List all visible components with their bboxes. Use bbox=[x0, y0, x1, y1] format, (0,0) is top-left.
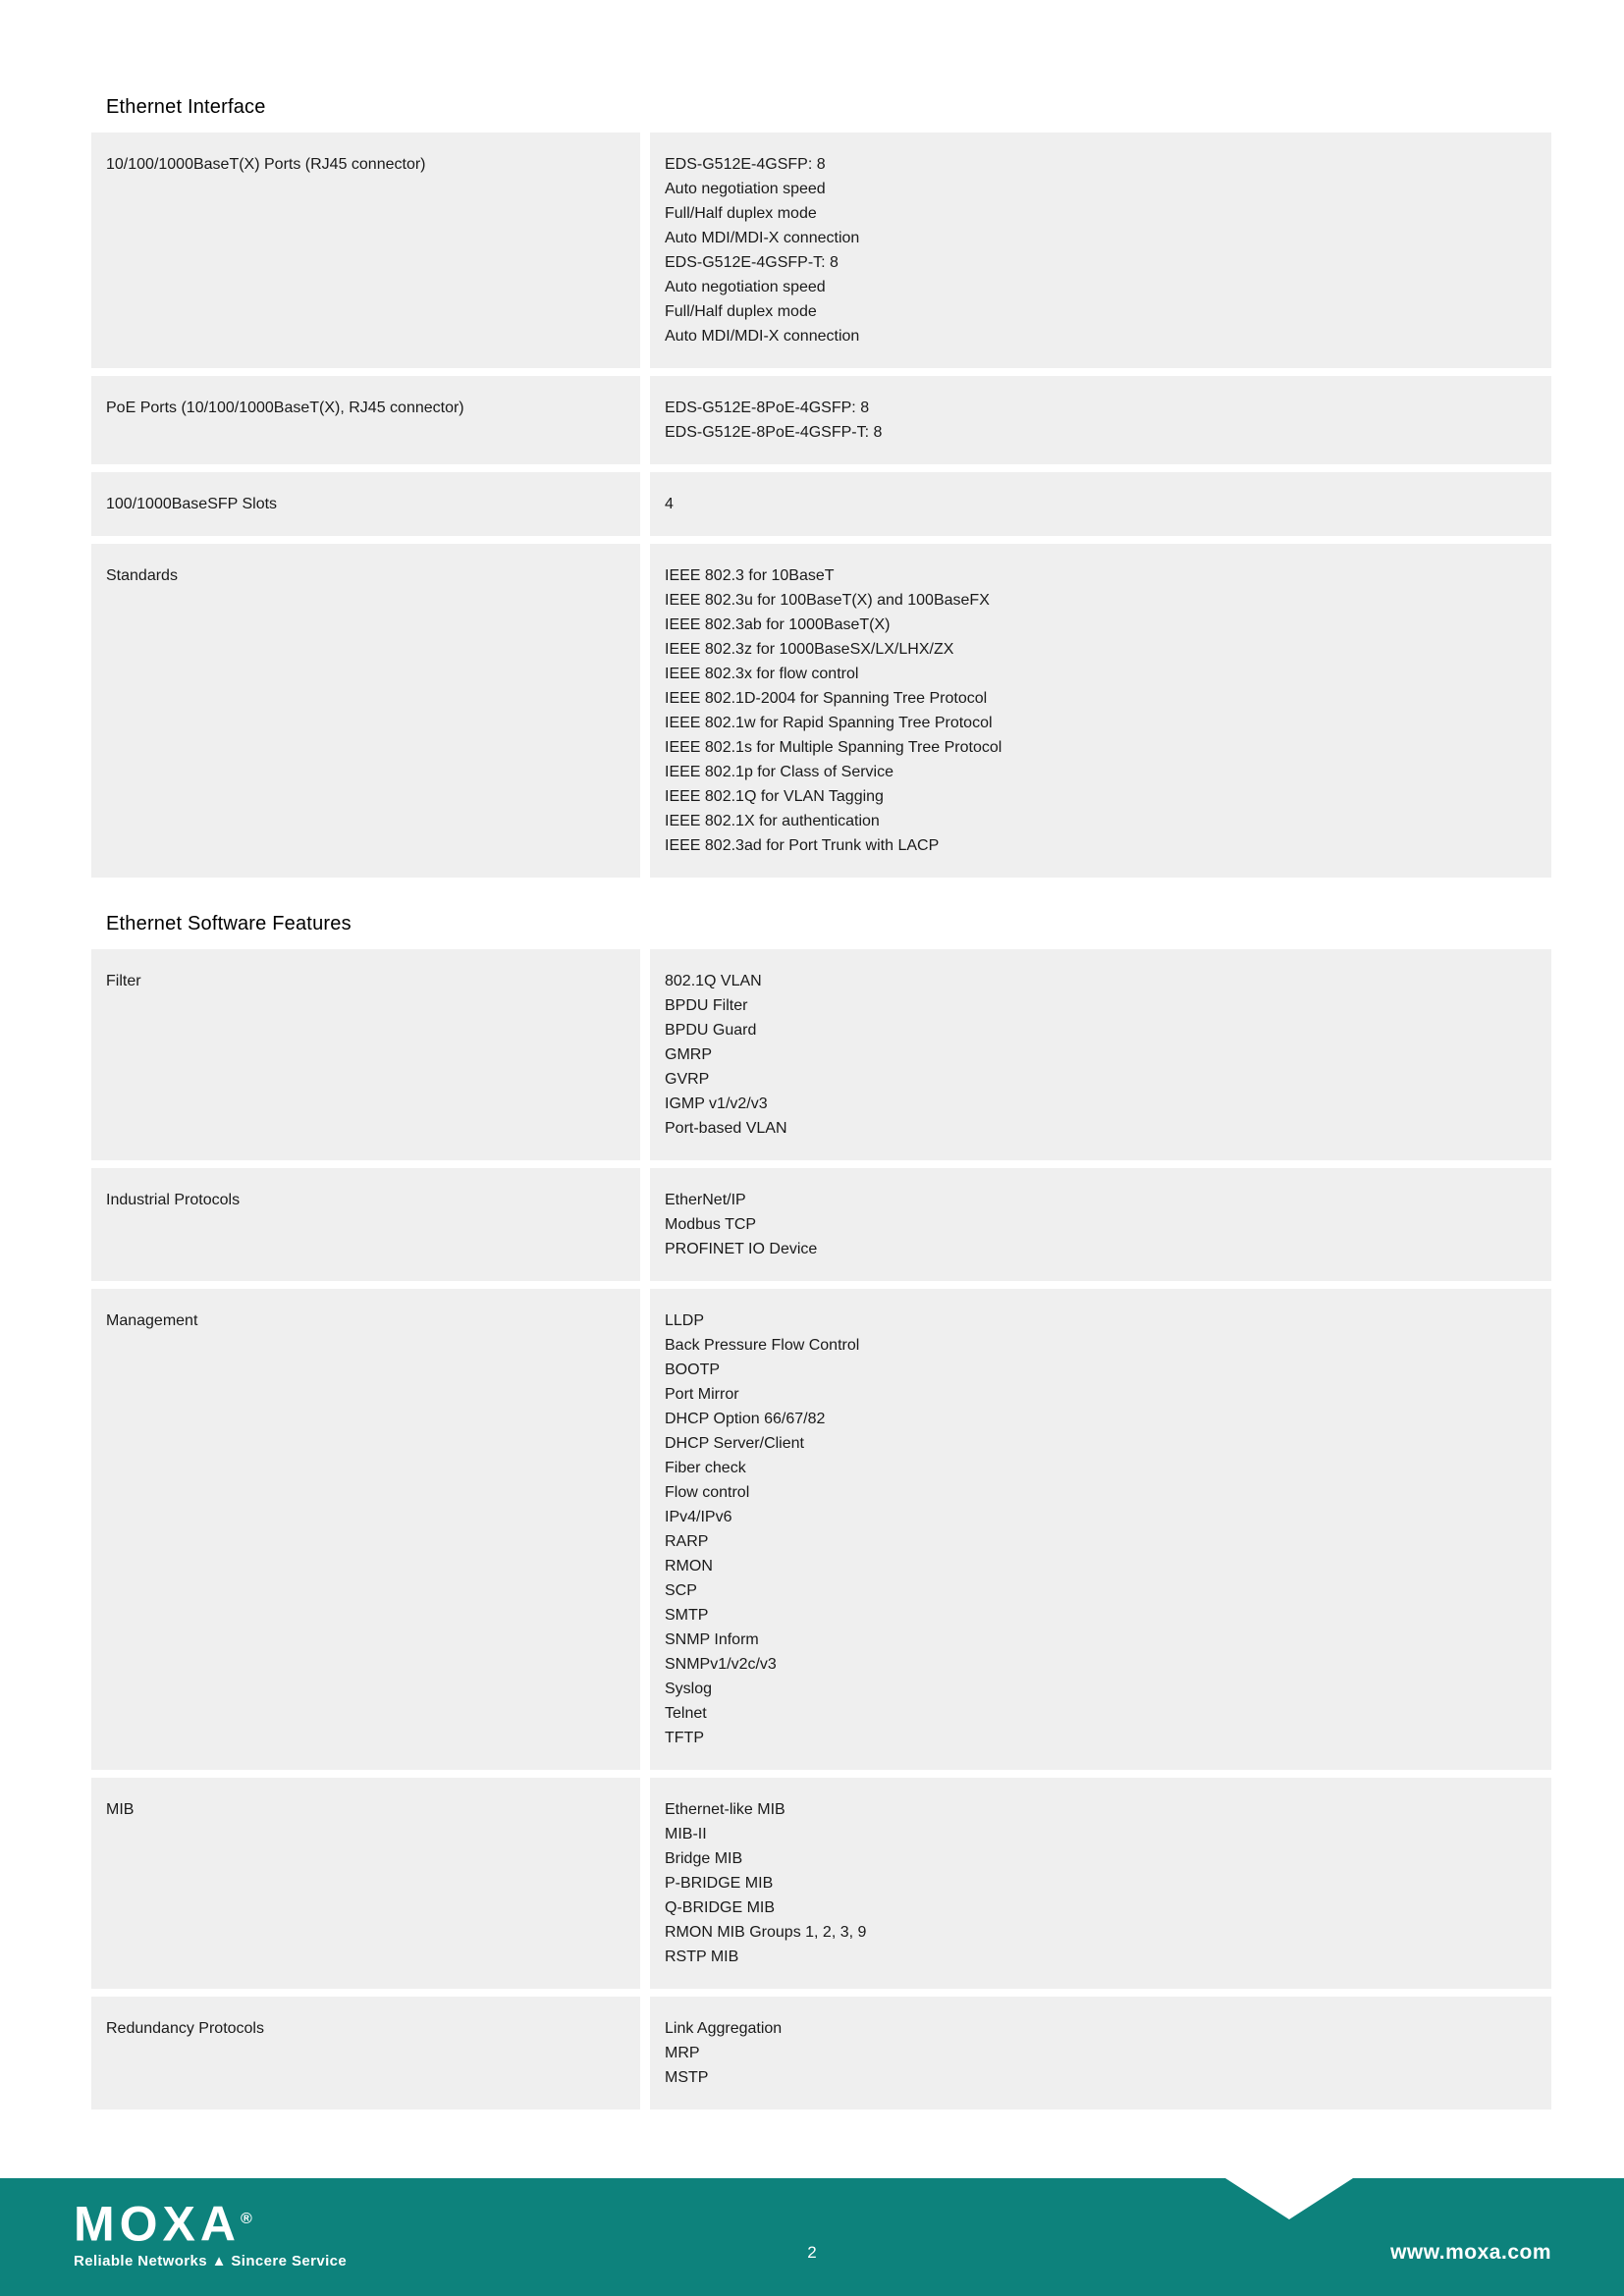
spec-row-values bbox=[650, 544, 1551, 878]
spec-value-line: BOOTP bbox=[665, 1362, 721, 1378]
spec-value-line: SNMPv1/v2c/v3 bbox=[665, 1656, 777, 1673]
moxa-logo-text: MOXA bbox=[74, 2196, 241, 2252]
spec-value-line: DHCP Option 66/67/82 bbox=[665, 1411, 826, 1427]
section-rows bbox=[91, 133, 1551, 878]
spec-row-values bbox=[650, 1289, 1551, 1770]
spec-value-line: IEEE 802.3z for 1000BaseSX/LX/LHX/ZX bbox=[665, 641, 954, 658]
spec-row-label: Standards bbox=[91, 544, 640, 878]
spec-row-values bbox=[650, 949, 1551, 1160]
spec-value-line: Auto negotiation speed bbox=[665, 279, 826, 295]
spec-row-values bbox=[650, 472, 1551, 536]
spec-value-line: LLDP bbox=[665, 1312, 705, 1329]
spec-value-line: Port Mirror bbox=[665, 1386, 739, 1403]
spec-row bbox=[91, 544, 1551, 878]
spec-value-line: BPDU Guard bbox=[665, 1022, 757, 1039]
section-title: Ethernet Interface bbox=[106, 96, 266, 118]
spec-value-line: IEEE 802.1p for Class of Service bbox=[665, 764, 893, 780]
spec-value-line: MRP bbox=[665, 2045, 700, 2061]
spec-row-label: 10/100/1000BaseT(X) Ports (RJ45 connector) bbox=[91, 133, 640, 368]
spec-value-line: Bridge MIB bbox=[665, 1850, 743, 1867]
spec-value-line: Port-based VLAN bbox=[665, 1120, 787, 1137]
spec-value-line: EDS-G512E-8PoE-4GSFP: 8 bbox=[665, 400, 870, 416]
spec-value-line: EtherNet/IP bbox=[665, 1192, 746, 1208]
spec-value-line: IEEE 802.1Q for VLAN Tagging bbox=[665, 788, 884, 805]
spec-value-line: MIB-II bbox=[665, 1826, 707, 1842]
spec-value-line: Full/Half duplex mode bbox=[665, 205, 817, 222]
moxa-logo-wordmark bbox=[74, 2195, 347, 2252]
spec-value-line: Auto MDI/MDI-X connection bbox=[665, 328, 860, 345]
spec-value-line: IEEE 802.3ad for Port Trunk with LACP bbox=[665, 837, 940, 854]
spec-row-label: 100/1000BaseSFP Slots bbox=[91, 472, 640, 536]
spec-value-line: Auto negotiation speed bbox=[665, 181, 826, 197]
spec-row bbox=[91, 1778, 1551, 1989]
spec-value-line: SNMP Inform bbox=[665, 1631, 759, 1648]
spec-value-line: Full/Half duplex mode bbox=[665, 303, 817, 320]
spec-value-line: IEEE 802.1D-2004 for Spanning Tree Protocol bbox=[665, 690, 988, 707]
spec-value-line: BPDU Filter bbox=[665, 997, 748, 1014]
spec-value-line: IEEE 802.3u for 100BaseT(X) and 100BaseFX bbox=[665, 592, 990, 609]
spec-value-line: RMON bbox=[665, 1558, 713, 1575]
section-title: Ethernet Software Features bbox=[106, 913, 352, 934]
spec-value-line: 4 bbox=[665, 496, 674, 512]
spec-value-line: IEEE 802.3ab for 1000BaseT(X) bbox=[665, 616, 891, 633]
spec-value-line: Flow control bbox=[665, 1484, 750, 1501]
spec-value-line: 802.1Q VLAN bbox=[665, 973, 762, 989]
spec-value-line: IEEE 802.3x for flow control bbox=[665, 666, 859, 682]
spec-row-label: Redundancy Protocols bbox=[91, 1997, 640, 2109]
spec-value-line: PROFINET IO Device bbox=[665, 1241, 818, 1257]
spec-value-line: Syslog bbox=[665, 1681, 713, 1697]
spec-value-line: GVRP bbox=[665, 1071, 710, 1088]
spec-row-values bbox=[650, 133, 1551, 368]
spec-value-line: Telnet bbox=[665, 1705, 707, 1722]
spec-value-line: Ethernet-like MIB bbox=[665, 1801, 785, 1818]
spec-value-line: Auto MDI/MDI-X connection bbox=[665, 230, 860, 246]
spec-value-line: IGMP v1/v2/v3 bbox=[665, 1095, 768, 1112]
spec-row-label: Industrial Protocols bbox=[91, 1168, 640, 1281]
spec-value-line: EDS-G512E-8PoE-4GSFP-T: 8 bbox=[665, 424, 883, 441]
spec-value-line: EDS-G512E-4GSFP-T: 8 bbox=[665, 254, 839, 271]
spec-row-values bbox=[650, 1778, 1551, 1989]
spec-value-line: IEEE 802.1w for Rapid Spanning Tree Protocol bbox=[665, 715, 993, 731]
spec-value-line: IEEE 802.1s for Multiple Spanning Tree Protocol bbox=[665, 739, 1002, 756]
spec-row bbox=[91, 949, 1551, 1160]
spec-value-line: Fiber check bbox=[665, 1460, 746, 1476]
spec-section bbox=[91, 96, 1551, 878]
spec-row bbox=[91, 376, 1551, 464]
spec-row bbox=[91, 472, 1551, 536]
spec-value-line: DHCP Server/Client bbox=[665, 1435, 804, 1452]
spec-row-label: Management bbox=[91, 1289, 640, 1770]
spec-value-line: IEEE 802.3 for 10BaseT bbox=[665, 567, 835, 584]
spec-row-values bbox=[650, 1168, 1551, 1281]
spec-value-line: Back Pressure Flow Control bbox=[665, 1337, 860, 1354]
footer-notch-triangle bbox=[1225, 2178, 1353, 2219]
spec-row-label: MIB bbox=[91, 1778, 640, 1989]
registered-trademark-icon: ® bbox=[241, 2211, 252, 2227]
spec-value-line: MSTP bbox=[665, 2069, 709, 2086]
spec-value-line: RSTP MIB bbox=[665, 1949, 739, 1965]
spec-value-line: P-BRIDGE MIB bbox=[665, 1875, 774, 1892]
spec-value-line: GMRP bbox=[665, 1046, 712, 1063]
spec-value-line: IPv4/IPv6 bbox=[665, 1509, 732, 1525]
spec-row bbox=[91, 1997, 1551, 2109]
spec-value-line: IEEE 802.1X for authentication bbox=[665, 813, 880, 829]
website-link[interactable]: www.moxa.com bbox=[1390, 2241, 1551, 2264]
moxa-logo-tagline: Reliable Networks ▲ Sincere Service bbox=[74, 2252, 348, 2269]
spec-row-values bbox=[650, 376, 1551, 464]
spec-section bbox=[91, 913, 1551, 2109]
spec-row-label: PoE Ports (10/100/1000BaseT(X), RJ45 connector) bbox=[91, 376, 640, 464]
spec-value-line: RARP bbox=[665, 1533, 709, 1550]
spec-content bbox=[91, 96, 1551, 2117]
spec-value-line: Link Aggregation bbox=[665, 2020, 783, 2037]
spec-value-line: SCP bbox=[665, 1582, 697, 1599]
spec-value-line: SMTP bbox=[665, 1607, 709, 1624]
spec-value-line: Modbus TCP bbox=[665, 1216, 757, 1233]
spec-value-line: TFTP bbox=[665, 1730, 704, 1746]
page-number: 2 bbox=[807, 2243, 817, 2262]
spec-row bbox=[91, 1289, 1551, 1770]
spec-row bbox=[91, 133, 1551, 368]
section-rows bbox=[91, 949, 1551, 2109]
spec-value-line: Q-BRIDGE MIB bbox=[665, 1899, 776, 1916]
spec-row bbox=[91, 1168, 1551, 1281]
spec-row-label: Filter bbox=[91, 949, 640, 1160]
spec-row-values bbox=[650, 1997, 1551, 2109]
spec-value-line: EDS-G512E-4GSFP: 8 bbox=[665, 156, 826, 173]
spec-value-line: RMON MIB Groups 1, 2, 3, 9 bbox=[665, 1924, 867, 1941]
